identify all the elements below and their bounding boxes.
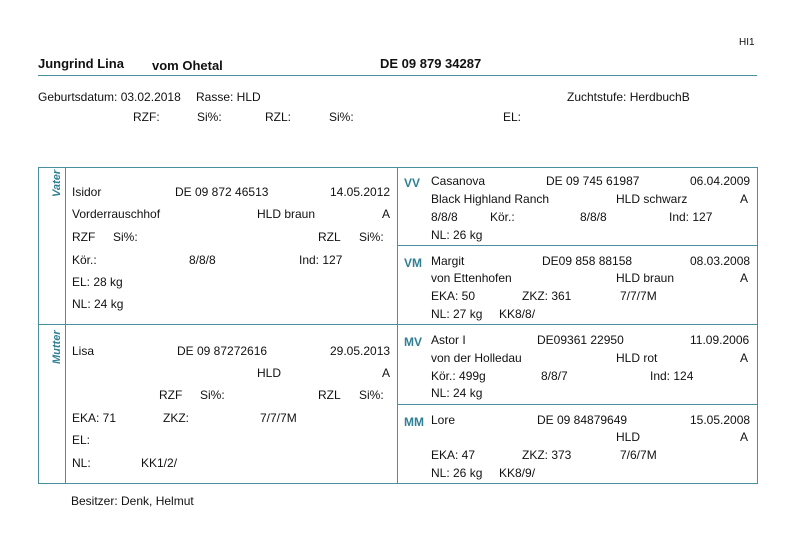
vater-el: EL: 28 kg	[72, 275, 123, 289]
vm-date: 08.03.2008	[690, 254, 751, 268]
breeding-level: Zuchtstufe: HerdbuchB	[567, 90, 690, 104]
owner: Besitzer: Denk, Helmut	[71, 494, 194, 508]
animal-id: DE 09 879 34287	[380, 56, 482, 71]
mm-id: DE 09 84879649	[537, 413, 628, 427]
mutter-scores: 7/7/7M	[260, 411, 297, 425]
side-column-divider	[65, 167, 66, 484]
vm-grade: A	[740, 271, 749, 285]
vater-id: DE 09 872 46513	[175, 185, 269, 199]
mutter-nl: NL:	[72, 456, 91, 470]
mv-kor: Kör.: 499g	[431, 369, 486, 383]
vm-mv-divider	[397, 324, 758, 325]
vater-si: Si%:	[113, 230, 138, 244]
mm-date: 15.05.2008	[690, 413, 751, 427]
mv-nl: NL: 24 kg	[431, 386, 483, 400]
header-divider	[38, 75, 757, 76]
vv-nl: NL: 26 kg	[431, 228, 483, 242]
vv-vm-divider	[397, 245, 758, 246]
mm-zkz: ZKZ: 373	[522, 448, 572, 462]
mv-grade: A	[740, 351, 749, 365]
vater-side-label: Vater	[51, 169, 63, 197]
vv-breed: HLD schwarz	[616, 192, 688, 206]
vv-name: Casanova	[431, 174, 486, 188]
vv-score: 8/8/8	[431, 210, 458, 224]
mutter-eka: EKA: 71	[72, 411, 117, 425]
mutter-name: Lisa	[72, 344, 95, 358]
breed: Rasse: HLD	[196, 90, 261, 104]
vater-kor-label: Kör.:	[72, 253, 97, 267]
mv-mm-divider	[397, 404, 758, 405]
mv-name: Astor I	[431, 333, 466, 347]
vm-scores: 7/7/7M	[620, 289, 657, 303]
vm-name: Margit	[431, 254, 465, 268]
mutter-id: DE 09 87272616	[177, 344, 268, 358]
vv-kor-label: Kör.:	[490, 210, 515, 224]
vm-origin: von Ettenhofen	[431, 271, 512, 285]
mutter-grade: A	[382, 366, 391, 380]
mutter-breed: HLD	[257, 366, 282, 380]
mutter-rzl: RZL	[318, 388, 341, 402]
vm-zkz: ZKZ: 361	[522, 289, 572, 303]
mv-origin: von der Holledau	[431, 351, 522, 365]
vm-eka: EKA: 50	[431, 289, 476, 303]
vater-kor-value: 8/8/8	[189, 253, 216, 267]
table-left-border	[38, 167, 39, 484]
mm-nl: NL: 26 kg	[431, 466, 483, 480]
vm-breed: HLD braun	[616, 271, 675, 285]
mm-eka: EKA: 47	[431, 448, 476, 462]
vater-rzl: RZL	[318, 230, 341, 244]
birth-date: Geburtsdatum: 03.02.2018	[38, 90, 181, 104]
mutter-kk: KK1/2/	[141, 456, 178, 470]
mm-name: Lore	[431, 413, 456, 427]
mv-tag: MV	[404, 335, 422, 349]
vv-kor-value: 8/8/8	[580, 210, 607, 224]
table-top-border	[38, 167, 758, 168]
mutter-rzf: RZF	[159, 388, 183, 402]
vv-date: 06.04.2009	[690, 174, 751, 188]
mutter-zkz: ZKZ:	[163, 411, 189, 425]
mutter-date: 29.05.2013	[330, 344, 391, 358]
mv-id: DE09361 22950	[537, 333, 624, 347]
parents-divider	[38, 324, 398, 325]
vv-origin: Black Highland Ranch	[431, 192, 550, 206]
vm-kk: KK8/8/	[499, 307, 536, 321]
rzf-label: RZF:	[133, 110, 160, 124]
mv-ind: Ind: 124	[650, 369, 694, 383]
vv-ind: Ind: 127	[669, 210, 713, 224]
vv-id: DE 09 745 61987	[546, 174, 640, 188]
mutter-side-label: Mutter	[51, 330, 63, 364]
vv-grade: A	[740, 192, 749, 206]
animal-name: Jungrind Lina	[38, 56, 124, 71]
mv-date: 11.09.2006	[690, 333, 750, 347]
si-label-2: Si%:	[329, 110, 354, 124]
vater-breed: HLD braun	[257, 207, 316, 221]
vm-id: DE09 858 88158	[542, 254, 633, 268]
vater-si-2: Si%:	[359, 230, 384, 244]
vater-name: Isidor	[72, 185, 102, 199]
vater-nl: NL: 24 kg	[72, 297, 124, 311]
mm-scores: 7/6/7M	[620, 448, 657, 462]
generation-divider	[397, 167, 398, 484]
vater-ind: Ind: 127	[299, 253, 343, 267]
mm-grade: A	[740, 430, 749, 444]
table-right-border	[757, 167, 758, 484]
si-label: Si%:	[197, 110, 222, 124]
mv-kor-value: 8/8/7	[541, 369, 568, 383]
rzl-label: RZL:	[265, 110, 292, 124]
mutter-si-2: Si%:	[359, 388, 384, 402]
mv-breed: HLD rot	[616, 351, 658, 365]
el-label: EL:	[503, 110, 522, 124]
mutter-si: Si%:	[200, 388, 225, 402]
vm-tag: VM	[404, 256, 422, 270]
mm-breed: HLD	[616, 430, 641, 444]
mutter-el: EL:	[72, 433, 91, 447]
vater-date: 14.05.2012	[330, 185, 391, 199]
table-bottom-border	[38, 483, 758, 484]
vater-rzf: RZF	[72, 230, 96, 244]
mm-kk: KK8/9/	[499, 466, 536, 480]
vater-grade: A	[382, 207, 391, 221]
vater-origin: Vorderrauschhof	[72, 207, 161, 221]
animal-origin: vom Ohetal	[152, 58, 223, 73]
mm-tag: MM	[404, 415, 424, 429]
vm-nl: NL: 27 kg	[431, 307, 483, 321]
page-code: HI1	[739, 37, 755, 48]
vv-tag: VV	[404, 176, 421, 190]
